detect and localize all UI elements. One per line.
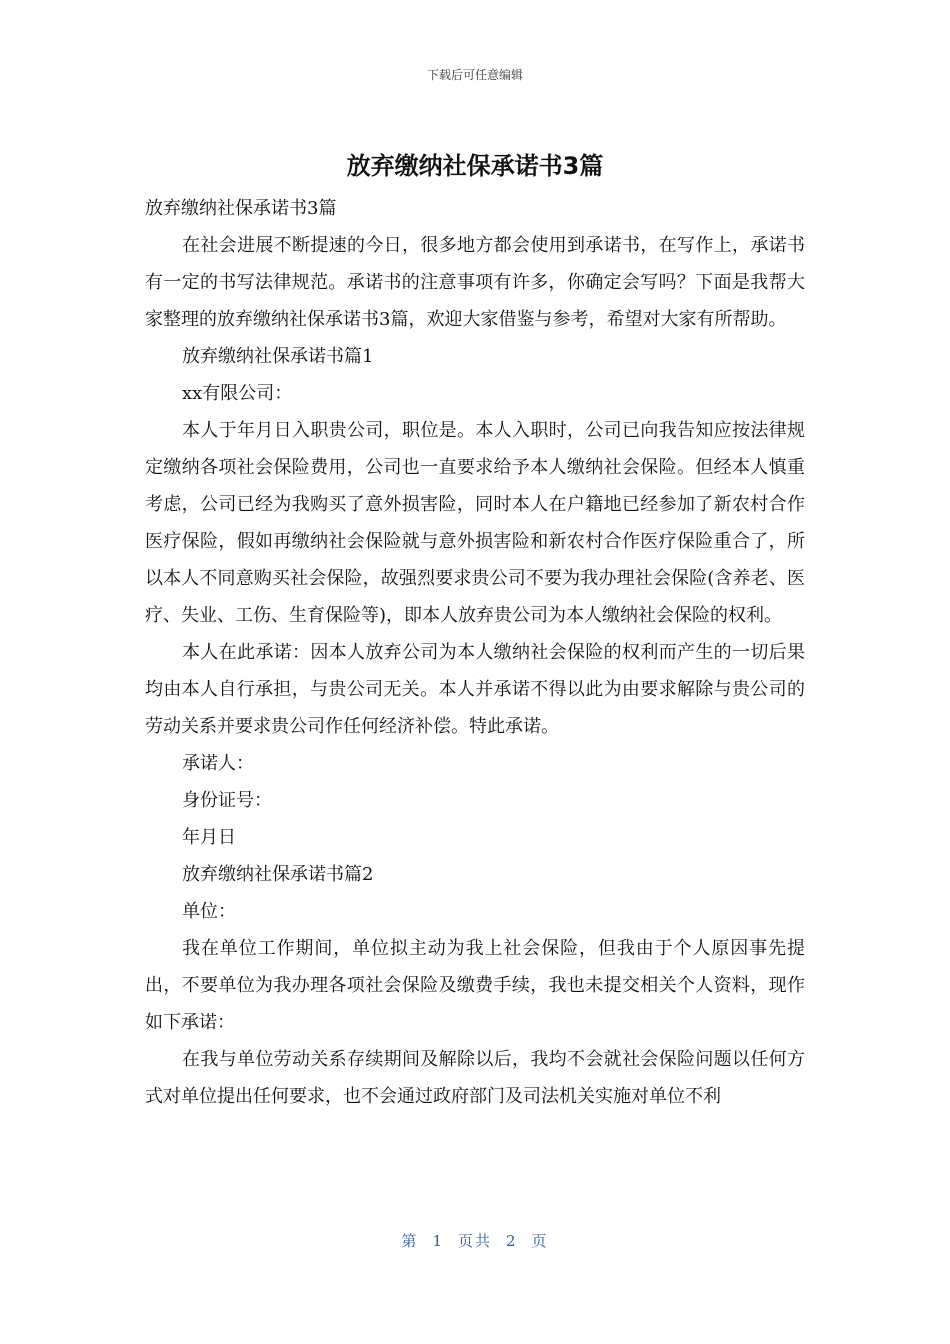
- paragraph: 本人在此承诺：因本人放弃公司为本人缴纳社会保险的权利而产生的一切后果均由本人自行承担，与贵公司无关。本人并承诺不得以此为由要求解除与贵公司的劳动关系并要求贵公司作任何经济补偿。特此承诺。: [145, 642, 805, 737]
- paragraph: 我在单位工作期间，单位拟主动为我上社会保险，但我由于个人原因事先提出，不要单位为我办理各项社会保险及缴费手续，我也未提交相关个人资料，现作如下承诺：: [145, 938, 805, 1033]
- footer-prefix: 第: [401, 1232, 419, 1250]
- paragraph: 在我与单位劳动关系存续期间及解除以后，我均不会就社会保险问题以任何方式对单位提出任何要求，也不会通过政府部门及司法机关实施对单位不利: [145, 1049, 805, 1107]
- section-heading: 放弃缴纳社保承诺书篇1: [182, 346, 374, 367]
- document-title: 放弃缴纳社保承诺书3篇: [346, 152, 604, 180]
- signer-line: 承诺人：: [182, 753, 254, 774]
- document-body: [145, 190, 805, 1115]
- total-page-count: 2: [506, 1232, 518, 1250]
- section-heading: 放弃缴纳社保承诺书篇2: [182, 864, 374, 885]
- current-page-number: 1: [432, 1232, 444, 1250]
- paragraph: 在社会进展不断提速的今日，很多地方都会使用到承诺书，在写作上，承诺书有一定的书写法律规范。承诺书的注意事项有许多，你确定会写吗？下面是我帮大家整理的放弃缴纳社保承诺书3篇，欢迎大家借鉴与参考，希望对大家有所帮助。: [145, 235, 805, 330]
- footer-suffix: 页: [531, 1232, 549, 1250]
- salutation: xx有限公司：: [182, 383, 293, 404]
- paragraph: 本人于年月日入职贵公司，职位是。本人入职时，公司已向我告知应按法律规定缴纳各项社会保险费用，公司也一直要求给予本人缴纳社会保险。但经本人慎重考虑，公司已经为我购买了意外损害险，同时本人在户籍地已经参加了新农村合作医疗保险，假如再缴纳社会保险就与意外损害险和新农村合作医疗保险重合了，所以本人不同意购买社会保险，故强烈要求贵公司不要为我办理社会保险(含养老、医疗、失业、工伤、生育保险等)，即本人放弃贵公司为本人缴纳社会保险的权利。: [145, 420, 805, 626]
- date-line: 年月日: [182, 827, 236, 848]
- footer-middle: 页共: [457, 1232, 492, 1250]
- id-number-line: 身份证号：: [182, 790, 272, 811]
- page-footer: [0, 1230, 950, 1251]
- salutation: 单位：: [182, 901, 236, 922]
- download-note: 下载后可任意编辑: [426, 68, 523, 82]
- paragraph: 放弃缴纳社保承诺书3篇: [145, 198, 337, 219]
